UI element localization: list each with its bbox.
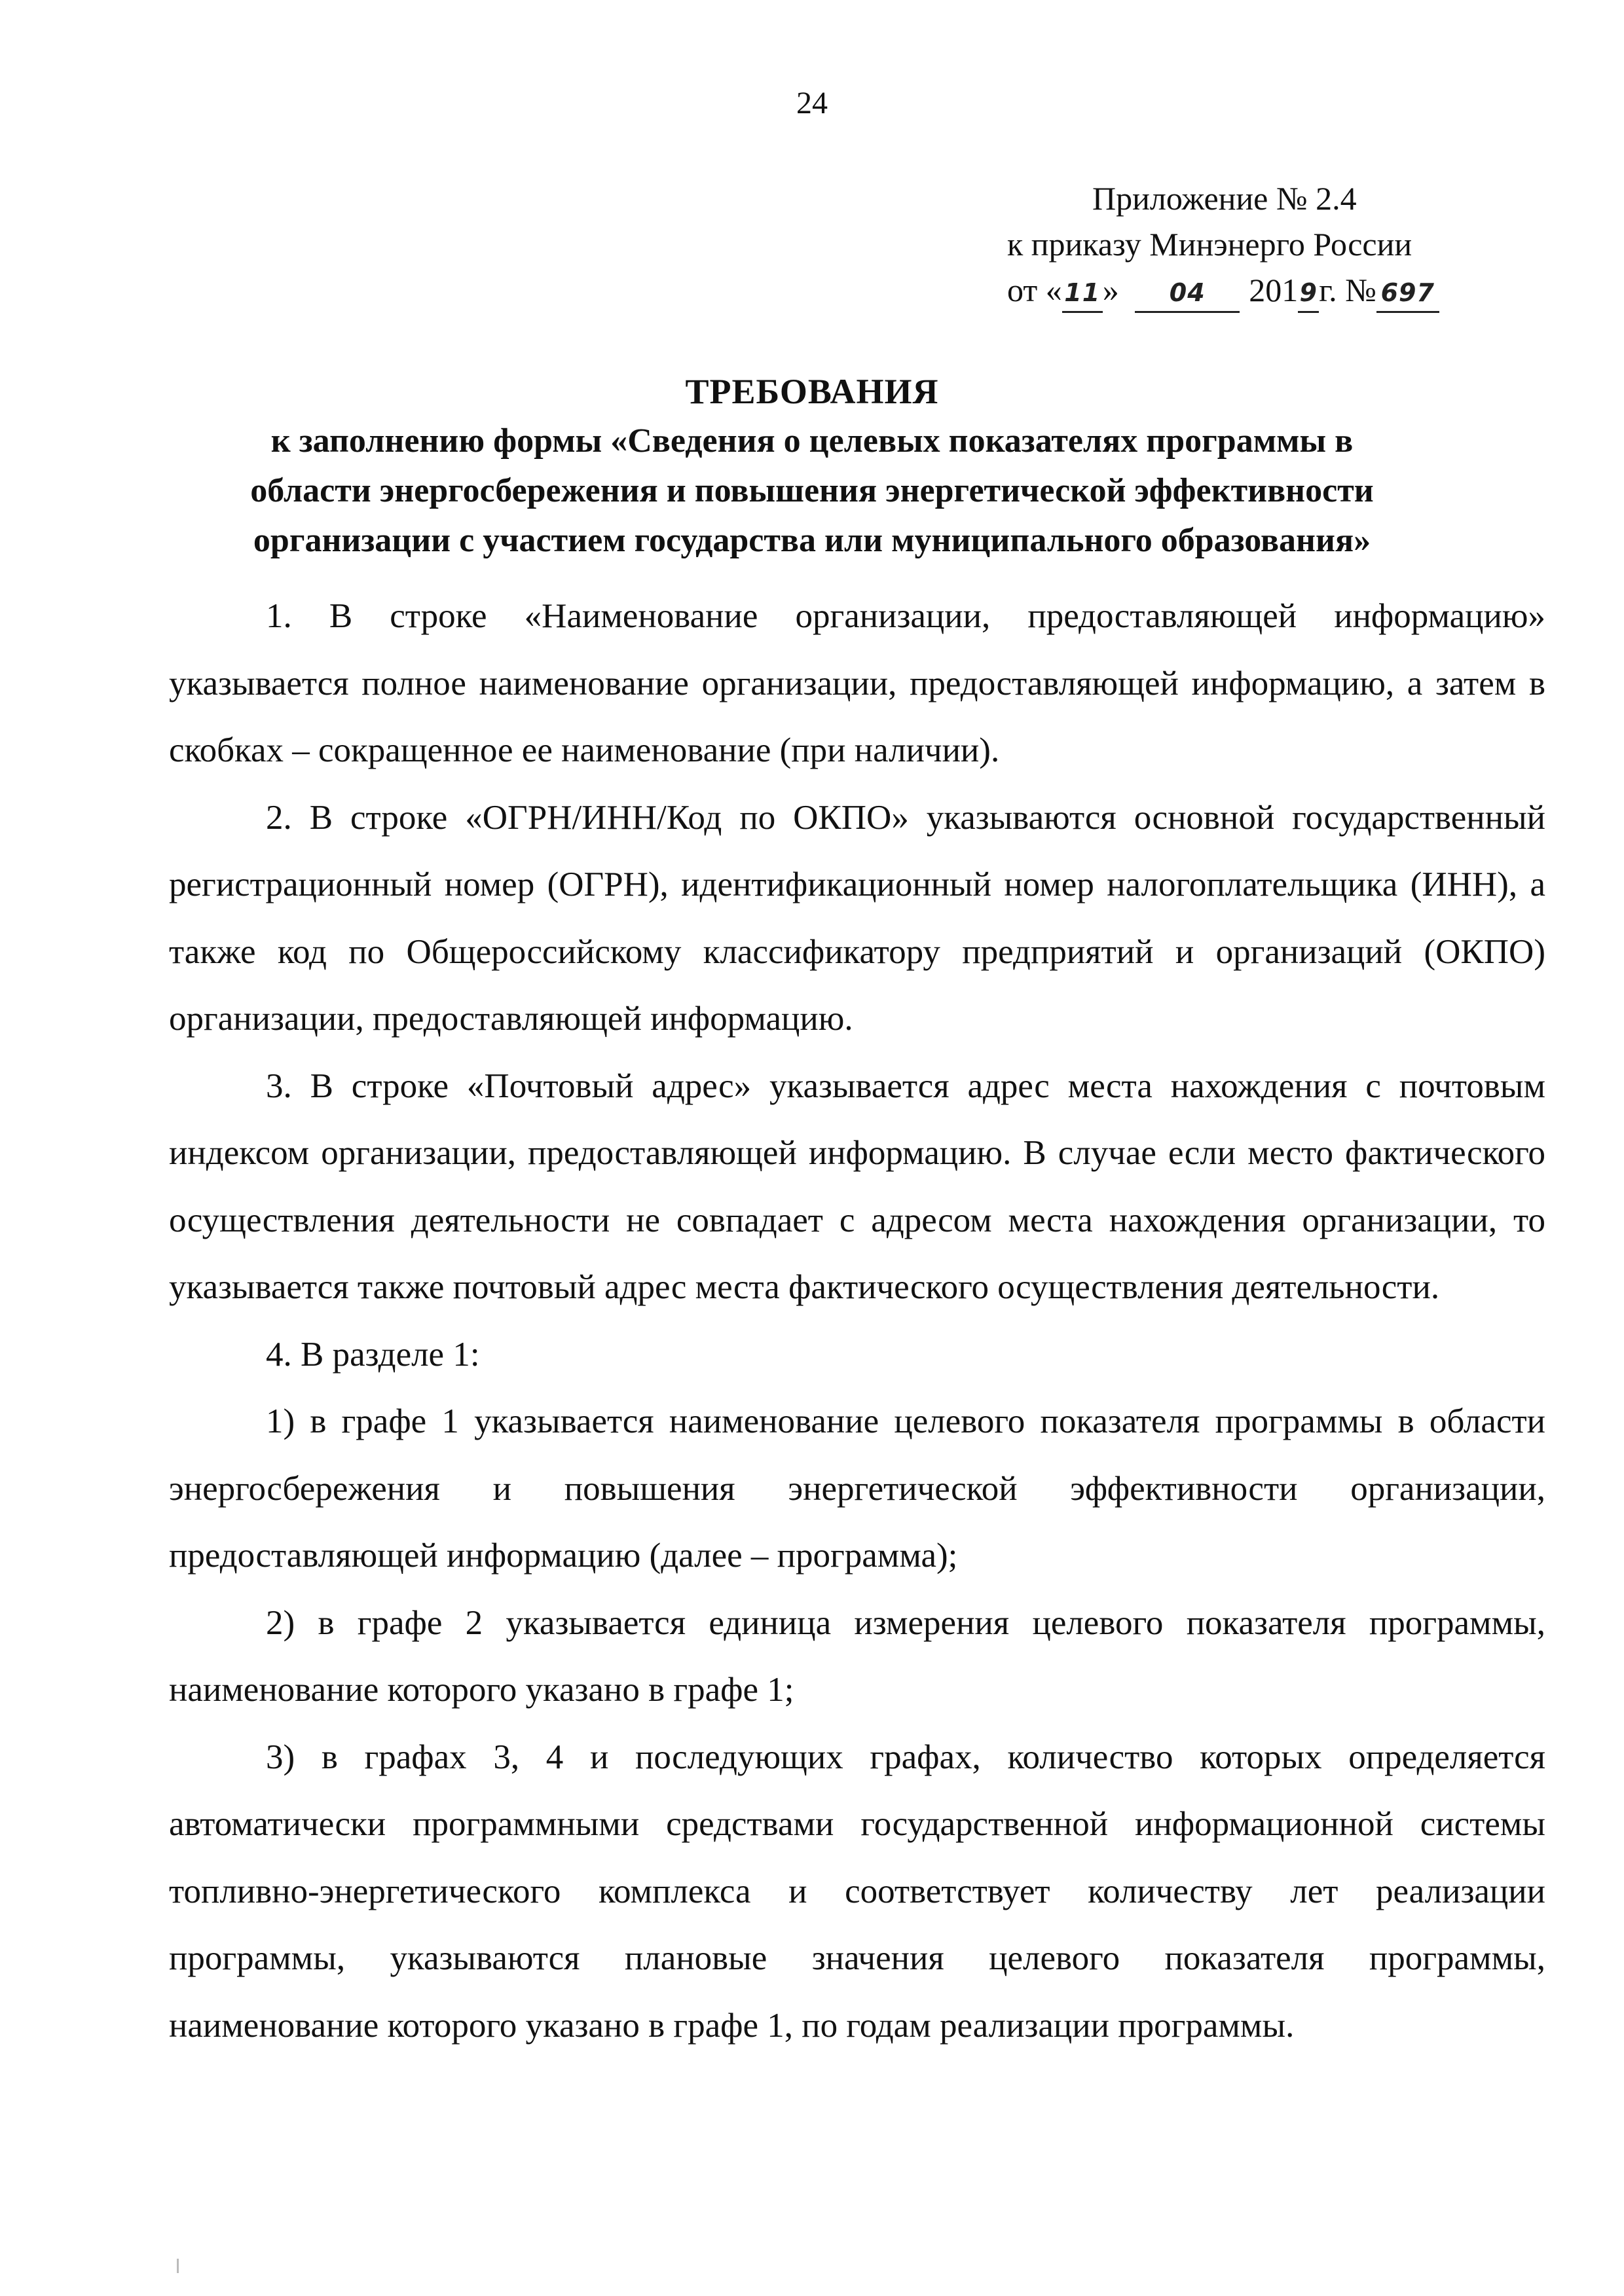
paragraph-3: 3. В строке «Почтовый адрес» указывается адрес места нахождения с почтовым индексом организации, предоставляющей информацию. В случае если место фактического осуществления деятельности не совпадает с адресом места нахождения организации, то указывается также почтовый адрес места фактического осуществления деятельности.	[169, 1066, 1545, 1306]
handwritten-order-number: 697	[1376, 274, 1439, 313]
appendix-date-line	[1007, 267, 1439, 313]
paragraph-1: 1. В строке «Наименование организации, предоставляющей информацию» указывается полное наименование организации, предоставляющей информацию, а затем в скобках – сокращенное ее наименование (при наличии).	[169, 597, 1545, 769]
paragraph-4: 4. В разделе 1:	[266, 1335, 480, 1374]
handwritten-day: 11	[1062, 274, 1103, 313]
title-subtitle-line-3: организации с участием государства или муниципального образования»	[253, 522, 1371, 559]
appendix-title: Приложение № 2.4	[1092, 180, 1357, 217]
scan-margin-mark	[177, 2259, 179, 2273]
order-number-prefix: г. №	[1319, 272, 1376, 308]
handwritten-year-digit: 9	[1298, 274, 1319, 313]
title-subtitle-line-1: к заполнению формы «Сведения о целевых показателях программы в	[270, 422, 1354, 460]
year-prefix: 201	[1249, 272, 1299, 308]
document-body	[169, 583, 1545, 2059]
page-number: 24	[796, 86, 828, 120]
appendix-order-reference: к приказу Минэнерго России	[1007, 226, 1412, 263]
paragraph-4-item-2: 2) в графе 2 указывается единица измерения целевого показателя программы, наименование которого указано в графе 1;	[169, 1603, 1545, 1709]
paragraph-4-item-1: 1) в графе 1 указывается наименование целевого показателя программы в области энергосбережения и повышения энергетической эффективности организации, предоставляющей информацию (далее – программа);	[169, 1402, 1545, 1575]
date-prefix: от «	[1007, 272, 1062, 308]
title-subtitle-line-2: области энергосбережения и повышения энергетической эффективности	[250, 472, 1374, 509]
paragraph-4-item-3: 3) в графах 3, 4 и последующих графах, количество которых определяется автоматически программными средствами государственной информационной системы топливно-энергетического комплекса и соответствует количеству лет реализации программы, указываются плановые значения целевого показателя программы, наименование которого указано в графе 1, по годам реализации программы.	[169, 1738, 1545, 2045]
document-title	[0, 367, 1624, 566]
handwritten-month: 04	[1135, 274, 1240, 313]
title-heading: ТРЕБОВАНИЯ	[685, 372, 939, 411]
paragraph-2: 2. В строке «ОГРН/ИНН/Код по ОКПО» указываются основной государственный регистрационный номер (ОГРН), идентификационный номер налогоплательщика (ИНН), а также код по Общероссийскому классификатору предприятий и организаций (ОКПО) организации, предоставляющей информацию.	[169, 798, 1545, 1038]
date-close-quote: »	[1102, 272, 1119, 308]
